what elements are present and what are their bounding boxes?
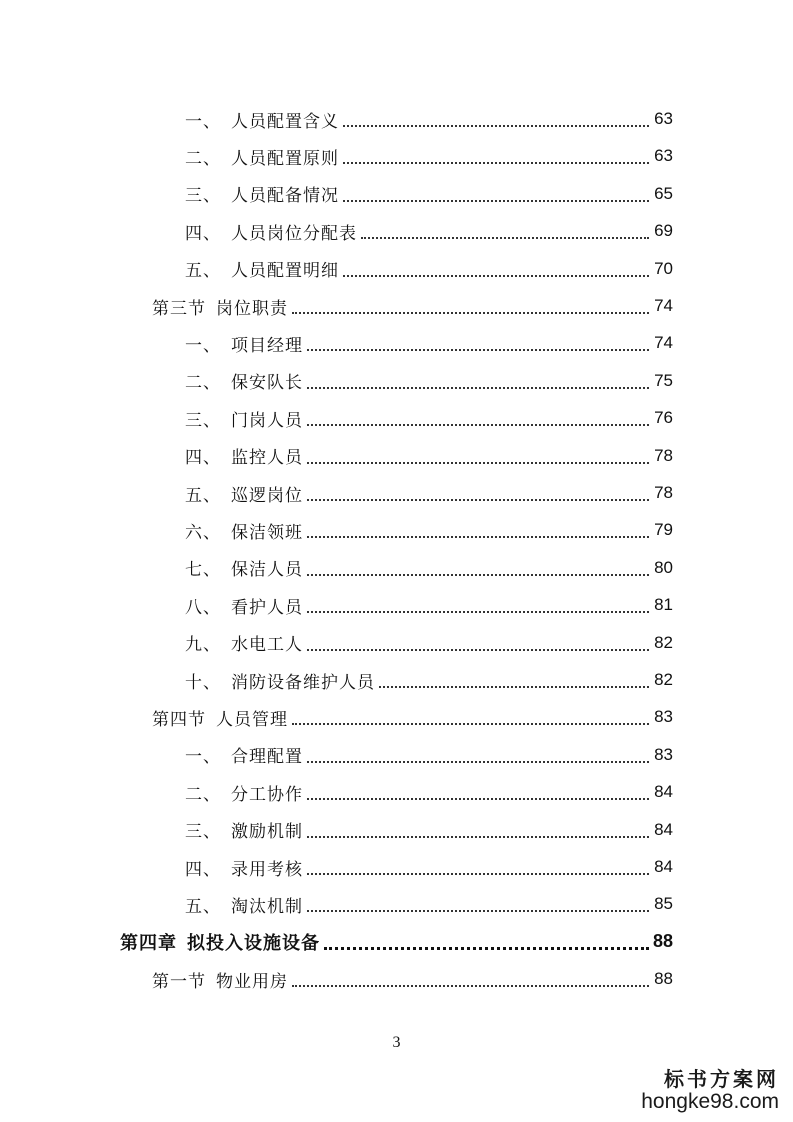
toc-dot-leader: [307, 485, 649, 501]
toc-entry-number: 六、: [185, 522, 221, 543]
toc-item-entry[interactable]: [185, 626, 673, 660]
toc-entry-page: 63: [654, 146, 673, 166]
toc-entry-page: 88: [654, 969, 673, 989]
toc-dot-leader: [307, 335, 649, 351]
toc-entry-number: 五、: [185, 261, 221, 282]
toc-dot-leader: [307, 635, 649, 651]
watermark-name: 标书方案网: [664, 1067, 779, 1091]
toc-item-entry[interactable]: [185, 588, 673, 622]
toc-entry-title: 消防设备维护人员: [231, 672, 375, 693]
toc-dot-leader: [307, 597, 649, 613]
toc-entry-number: 三、: [185, 410, 221, 431]
toc-entry-number: 四、: [185, 859, 221, 880]
watermark-logo: [641, 1063, 779, 1114]
toc-entry-title: 保安队长: [231, 373, 303, 394]
toc-item-entry[interactable]: [185, 177, 673, 211]
toc-entry-page: 84: [654, 782, 673, 802]
toc-entry-page: 80: [654, 557, 673, 577]
toc-entry-title: 拟投入设施设备: [187, 932, 320, 954]
toc-entry-title: 人员管理: [216, 709, 288, 730]
toc-entry-title: 人员岗位分配表: [231, 223, 357, 244]
toc-item-entry[interactable]: [185, 214, 673, 248]
toc-entry-number: 一、: [185, 335, 221, 356]
toc-entry-title: 巡逻岗位: [231, 485, 303, 506]
toc-entry-number: 第一节: [152, 971, 206, 992]
toc-dot-leader: [324, 933, 649, 950]
toc-item-entry[interactable]: [185, 813, 673, 847]
toc-entry-number: 二、: [185, 784, 221, 805]
toc-entry-page: 81: [654, 595, 673, 615]
toc-dot-leader: [307, 896, 649, 912]
toc-item-entry[interactable]: [185, 663, 673, 697]
toc-entry-title: 保洁人员: [231, 560, 303, 581]
toc-entry-page: 78: [654, 445, 673, 465]
toc-entry-page: 84: [654, 857, 673, 876]
toc-dot-leader: [292, 298, 649, 314]
toc-entry-title: 淘汰机制: [231, 896, 303, 917]
toc-item-entry[interactable]: [185, 102, 673, 136]
toc-section-entry[interactable]: [152, 962, 673, 996]
toc-entry-page: 70: [654, 258, 673, 278]
toc-dot-leader: [307, 747, 649, 763]
toc-entry-title: 合理配置: [231, 747, 303, 768]
toc-entry-title: 门岗人员: [231, 410, 303, 431]
toc-entry-title: 人员配置原则: [231, 148, 339, 169]
toc-dot-leader: [307, 822, 649, 838]
toc-entry-page: 82: [654, 670, 673, 689]
toc-entry-title: 看护人员: [231, 597, 303, 618]
toc-section-entry[interactable]: [152, 700, 673, 734]
toc-entry-number: 四、: [185, 448, 221, 469]
toc-entry-page: 83: [654, 744, 673, 764]
toc-entry-page: 83: [654, 707, 673, 727]
toc-entry-number: 八、: [185, 597, 221, 618]
toc-entry-title: 水电工人: [231, 635, 303, 656]
toc-entry-page: 69: [654, 221, 673, 241]
toc-entry-page: 78: [654, 483, 673, 502]
toc-item-entry[interactable]: [185, 850, 673, 884]
toc-entry-title: 人员配置明细: [231, 261, 339, 282]
toc-item-entry[interactable]: [185, 364, 673, 398]
toc-item-entry[interactable]: [185, 513, 673, 547]
toc-section-entry[interactable]: [152, 289, 673, 323]
toc-dot-leader: [361, 223, 649, 239]
toc-dot-leader: [307, 373, 649, 389]
toc-entry-number: 三、: [185, 186, 221, 207]
toc-item-entry[interactable]: [185, 887, 673, 921]
toc-entry-number: 二、: [185, 148, 221, 169]
toc-entry-number: 九、: [185, 635, 221, 656]
toc-entry-page: 75: [654, 370, 673, 390]
toc-entry-title: 人员配置含义: [231, 111, 339, 132]
toc-entry-page: 84: [654, 819, 673, 839]
toc-dot-leader: [343, 148, 649, 164]
toc-item-entry[interactable]: [185, 551, 673, 585]
toc-entry-page: 88: [652, 931, 673, 952]
toc-dot-leader: [307, 410, 649, 426]
toc-dot-leader: [292, 971, 649, 987]
toc-entry-number: 十、: [185, 672, 221, 693]
toc-item-entry[interactable]: [185, 476, 673, 510]
toc-entry-title: 激励机制: [231, 822, 303, 843]
toc-item-entry[interactable]: [185, 439, 673, 473]
watermark-url: hongke98.com: [641, 1090, 779, 1113]
toc-item-entry[interactable]: [185, 326, 673, 360]
toc-entry-number: 一、: [185, 747, 221, 768]
toc-item-entry[interactable]: [185, 139, 673, 173]
toc-entry-number: 五、: [185, 485, 221, 506]
toc-dot-leader: [343, 186, 649, 202]
toc-item-entry[interactable]: [185, 401, 673, 435]
toc-entry-number: 七、: [185, 560, 221, 581]
toc-dot-leader: [343, 111, 649, 127]
toc-entry-title: 保洁领班: [231, 522, 303, 543]
toc-dot-leader: [379, 672, 649, 688]
toc-dot-leader: [307, 859, 649, 875]
toc-entry-title: 录用考核: [231, 859, 303, 880]
toc-chapter-entry[interactable]: [120, 925, 673, 959]
toc-dot-leader: [307, 560, 649, 576]
toc-entry-page: 65: [654, 183, 673, 203]
toc-item-entry[interactable]: [185, 738, 673, 772]
toc-entry-title: 分工协作: [231, 784, 303, 805]
toc-entry-number: 四、: [185, 223, 221, 244]
toc-entry-number: 三、: [185, 822, 221, 843]
toc-dot-leader: [292, 709, 649, 725]
toc-entry-number: 第四节: [152, 709, 206, 730]
toc-entry-title: 监控人员: [231, 448, 303, 469]
toc-item-entry[interactable]: [185, 252, 673, 286]
toc-item-entry[interactable]: [185, 775, 673, 809]
toc-entry-page: 79: [654, 520, 673, 540]
toc-entry-page: 63: [654, 109, 673, 128]
toc-dot-leader: [307, 784, 649, 800]
toc-entry-page: 74: [654, 296, 673, 315]
toc-entry-page: 85: [654, 894, 673, 914]
toc-entry-page: 82: [654, 632, 673, 652]
toc-dot-leader: [307, 522, 649, 538]
toc-entry-number: 五、: [185, 896, 221, 917]
toc-dot-leader: [307, 448, 649, 464]
page-number: 3: [392, 1034, 401, 1051]
toc-entry-number: 第三节: [152, 298, 206, 319]
toc-entry-title: 项目经理: [231, 335, 303, 356]
toc-entry-title: 岗位职责: [216, 298, 288, 319]
toc-entry-page: 76: [654, 408, 673, 428]
toc-entry-title: 人员配备情况: [231, 186, 339, 207]
toc-entry-title: 物业用房: [216, 971, 288, 992]
toc-entry-number: 第四章: [120, 932, 177, 954]
toc-dot-leader: [343, 261, 649, 277]
toc-entry-page: 74: [654, 333, 673, 353]
toc-entry-number: 二、: [185, 373, 221, 394]
toc-entry-number: 一、: [185, 111, 221, 132]
